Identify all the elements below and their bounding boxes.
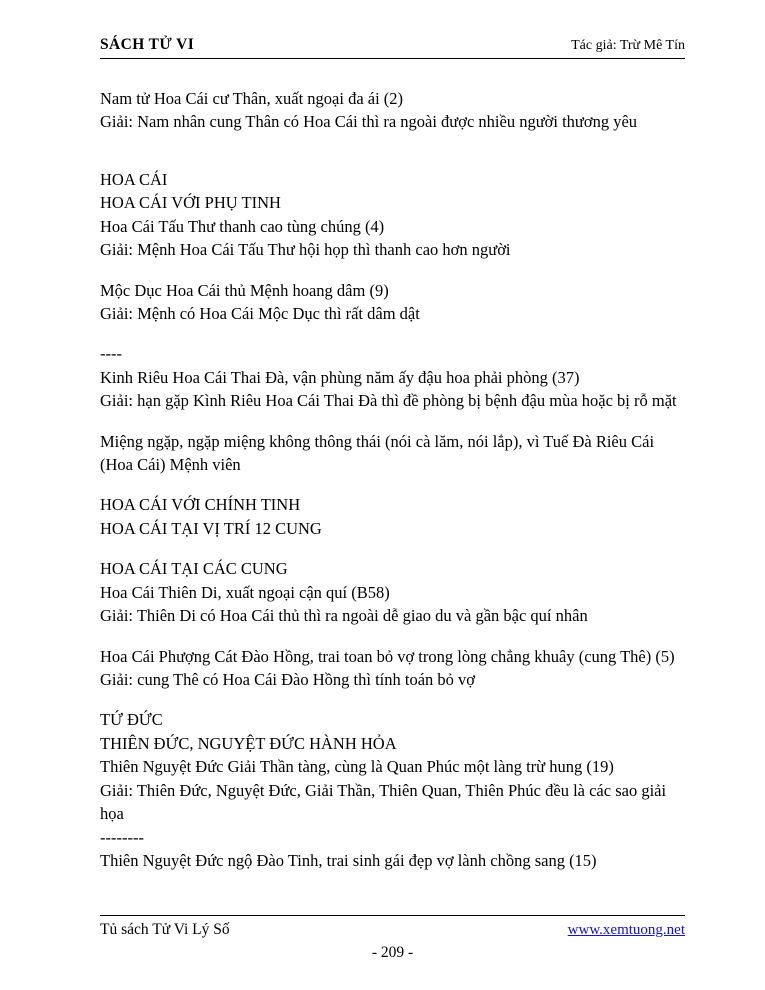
- body-line: Hoa Cái Thiên Di, xuất ngoại cận quí (B58): [100, 582, 390, 602]
- body-line: Giải: hạn gặp Kình Riêu Hoa Cái Thai Đà thì đề phòng bị bệnh đậu mùa hoặc bị rỗ mặt: [100, 391, 677, 411]
- spacer: [100, 476, 685, 493]
- body-line: Giải: Mệnh Hoa Cái Tấu Thư hội họp thì thanh cao hơn người: [100, 240, 511, 260]
- body-line: Giải: Mệnh có Hoa Cái Mộc Dục thì rất dâm dật: [100, 303, 420, 323]
- body-line: HOA CÁI VỚI CHÍNH TINH: [100, 495, 301, 515]
- footer-publisher: Tủ sách Tử Vi Lý Số: [100, 921, 230, 938]
- spacer: [100, 413, 685, 430]
- header-divider: [100, 58, 685, 59]
- body-line: --------: [100, 827, 144, 847]
- body-line: Nam tử Hoa Cái cư Thân, xuất ngoại đa ái (2): [100, 89, 404, 108]
- body-line: HOA CÁI TẠI VỊ TRÍ 12 CUNG: [100, 518, 322, 538]
- spacer: [100, 540, 685, 557]
- body-line: Kinh Riêu Hoa Cái Thai Đà, vận phùng năm ấy đậu hoa phải phòng (37): [100, 367, 580, 387]
- header-author: Tác giả: Trừ Mê Tín: [571, 38, 685, 53]
- page-footer: [100, 915, 685, 961]
- body-line: ----: [100, 344, 122, 364]
- body-line: TỨ ĐỨC: [100, 710, 163, 730]
- body-line: THIÊN ĐỨC, NGUYỆT ĐỨC HÀNH HỎA: [100, 733, 397, 753]
- spacer: [100, 134, 685, 151]
- body-line: HOA CÁI: [100, 169, 168, 189]
- spacer: [100, 325, 685, 342]
- body-line: HOA CÁI VỚI PHỤ TINH: [100, 193, 281, 213]
- spacer: [100, 628, 685, 645]
- header-book-title: SÁCH TỬ VI: [100, 36, 195, 53]
- page-content: [100, 36, 685, 872]
- body-line: Giải: cung Thê có Hoa Cái Đào Hồng thì tính toán bỏ vợ: [100, 670, 476, 690]
- body-line: Hoa Cái Tấu Thư thanh cao tùng chúng (4): [100, 216, 385, 236]
- body-line: Giải: Nam nhân cung Thân có Hoa Cái thì ra ngoài được nhiều người thương yêu: [100, 112, 638, 132]
- body-line: HOA CÁI TẠI CÁC CUNG: [100, 559, 288, 579]
- spacer: [100, 262, 685, 279]
- body-line: Thiên Nguyệt Đức Giải Thần tàng, cùng là Quan Phúc một làng trừ hung (19): [100, 757, 614, 777]
- spacer: [100, 151, 685, 168]
- footer-row: [100, 916, 685, 939]
- body-line: Miệng ngặp, ngặp miệng không thông thái (nói cà lăm, nói lắp), vì Tuế Đà Riêu Cái (Hoa Cái) Mệnh viên: [100, 431, 655, 475]
- footer-website-link[interactable]: www.xemtuong.net: [567, 922, 685, 938]
- footer-page-number: - 209 -: [371, 944, 414, 961]
- spacer: [100, 691, 685, 708]
- page-header: [100, 36, 685, 58]
- body-line: Mộc Dục Hoa Cái thủ Mệnh hoang dâm (9): [100, 280, 389, 300]
- document-body: [100, 87, 685, 872]
- body-line: Giải: Thiên Đức, Nguyệt Đức, Giải Thần, Thiên Quan, Thiên Phúc đều là các sao giải họa: [100, 780, 667, 824]
- body-line: Thiên Nguyệt Đức ngộ Đào Tinh, trai sinh gái đẹp vợ lành chồng sang (15): [100, 850, 597, 870]
- body-line: Hoa Cái Phượng Cát Đào Hồng, trai toan bỏ vợ trong lòng chẳng khuây (cung Thê) (5): [100, 646, 675, 666]
- body-line: Giải: Thiên Di có Hoa Cái thủ thì ra ngoài dễ giao du và gần bậc quí nhân: [100, 606, 588, 626]
